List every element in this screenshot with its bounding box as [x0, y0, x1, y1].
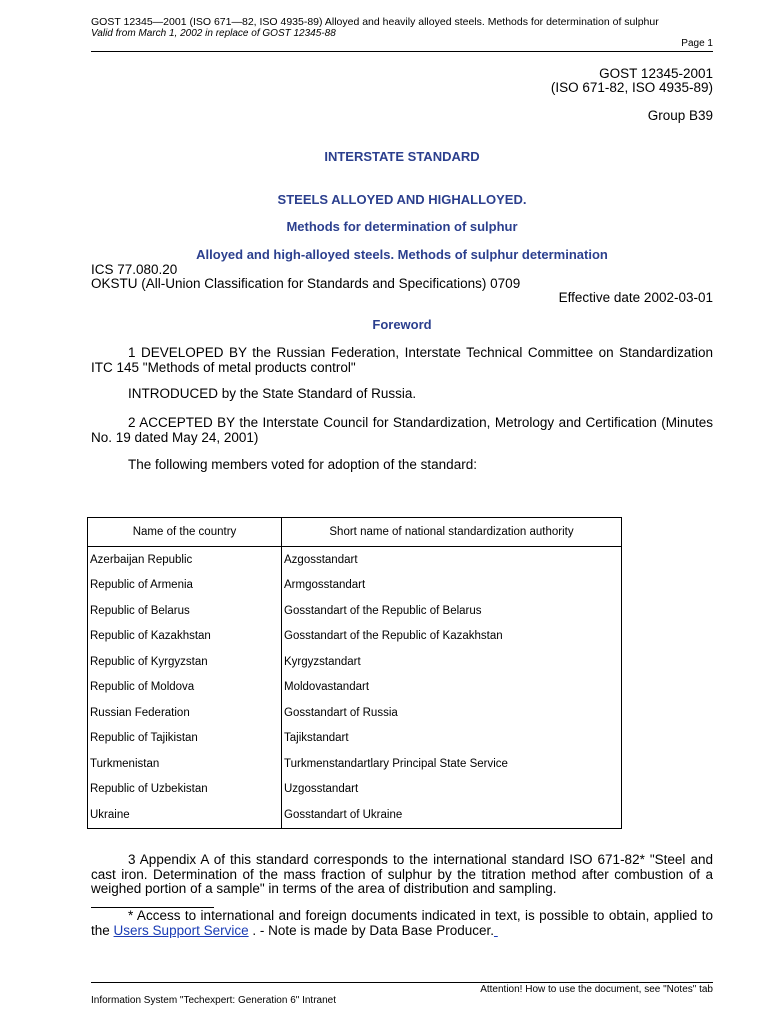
authority-cell: Moldovastandart [282, 675, 622, 701]
country-cell: Ukraine [88, 802, 282, 828]
table-row [88, 573, 622, 599]
authority-cell: Gosstandart of Ukraine [282, 802, 622, 828]
page-number: Page 1 [681, 38, 713, 49]
foreword-paragraph-accepted: 2 ACCEPTED BY the Interstate Council for Standardization, Metrology and Certification (Minutes No. 19 dated May 24, 2001) [91, 415, 713, 445]
header-divider [91, 51, 713, 52]
country-cell: Republic of Armenia [88, 573, 282, 599]
authority-cell: Armgosstandart [282, 573, 622, 599]
country-cell: Republic of Kazakhstan [88, 624, 282, 650]
footnote [91, 909, 713, 938]
country-cell: Republic of Moldova [88, 675, 282, 701]
table-row [88, 624, 622, 650]
table-row [88, 547, 622, 573]
table-row [88, 777, 622, 803]
foreword-paragraph-members: The following members voted for adoption of the standard: [128, 457, 477, 472]
table-row [88, 598, 622, 624]
users-support-service-link[interactable]: Users Support Service [113, 922, 249, 938]
country-cell: Republic of Belarus [88, 598, 282, 624]
authority-cell: Gosstandart of Russia [282, 700, 622, 726]
authority-cell: Azgosstandart [282, 547, 622, 573]
title-heading: STEELS ALLOYED AND HIGHALLOYED. [277, 192, 527, 207]
foreword-paragraph-developed: 1 DEVELOPED BY the Russian Federation, Interstate Technical Committee on Standardization ITC 145 "Methods of metal products control" [91, 345, 713, 375]
footnote-text: * Access to international and foreign documents indicated in text, is possible to obtain, applied to the [91, 908, 713, 938]
footer-attention-note[interactable]: Attention! How to use the document, see "Notes" tab [480, 984, 713, 995]
country-cell: Republic of Tajikistan [88, 726, 282, 752]
effective-date: Effective date 2002-03-01 [558, 290, 713, 305]
country-cell: Republic of Uzbekistan [88, 777, 282, 803]
table-row [88, 649, 622, 675]
foreword-heading: Foreword [372, 317, 432, 332]
document-header-title: GOST 12345—2001 (ISO 671—82, ISO 4935-89) Alloyed and heavily alloyed steels. Methods for determination of sulphur [91, 16, 659, 28]
authority-cell: Uzgosstandart [282, 777, 622, 803]
gost-designation: GOST 12345-2001 [599, 66, 713, 81]
ics-code: ICS 77.080.20 [91, 262, 178, 277]
group-code: Group B39 [647, 108, 713, 123]
subtitle-heading: Methods for determination of sulphur [286, 219, 518, 234]
authority-cell: Tajikstandart [282, 726, 622, 752]
okstu-code: OKSTU (All-Union Classification for Standards and Specifications) 0709 [91, 276, 521, 291]
standard-type-heading: INTERSTATE STANDARD [324, 149, 480, 164]
table-row [88, 675, 622, 701]
table-header-row [88, 518, 622, 547]
country-cell: Turkmenistan [88, 751, 282, 777]
footnote-trailing-link-space [494, 923, 498, 938]
footer-system-name: Information System "Techexpert: Generation 6" Intranet [91, 995, 336, 1006]
table-row [88, 726, 622, 752]
footer-divider [91, 982, 713, 983]
country-cell: Republic of Kyrgyzstan [88, 649, 282, 675]
column-header-authority: Short name of national standardization authority [282, 518, 622, 547]
table-row [88, 700, 622, 726]
appendix-paragraph: 3 Appendix A of this standard corresponds to the international standard ISO 671-82* "Steel and cast iron. Determination of the mass fraction of sulphur by the titration method after combustion of a weighed portion of a sample" in terms of the area of distribution and sampling. [91, 852, 713, 896]
table-row [88, 802, 622, 828]
table-row [88, 751, 622, 777]
authority-cell: Kyrgyzstandart [282, 649, 622, 675]
iso-designation: (ISO 671-82, ISO 4935-89) [550, 80, 713, 95]
country-cell: Russian Federation [88, 700, 282, 726]
footnote-tail: . - Note is made by Data Base Producer. [248, 922, 494, 938]
english-title-heading: Alloyed and high-alloyed steels. Methods of sulphur determination [196, 247, 608, 262]
document-validity-note: Valid from March 1, 2002 in replace of GOST 12345-88 [91, 28, 336, 39]
member-states-table [87, 517, 622, 829]
column-header-country: Name of the country [88, 518, 282, 547]
country-cell: Azerbaijan Republic [88, 547, 282, 573]
authority-cell: Gosstandart of the Republic of Belarus [282, 598, 622, 624]
authority-cell: Gosstandart of the Republic of Kazakhstan [282, 624, 622, 650]
authority-cell: Turkmenstandartlary Principal State Service [282, 751, 622, 777]
foreword-paragraph-introduced: INTRODUCED by the State Standard of Russia. [128, 386, 417, 401]
